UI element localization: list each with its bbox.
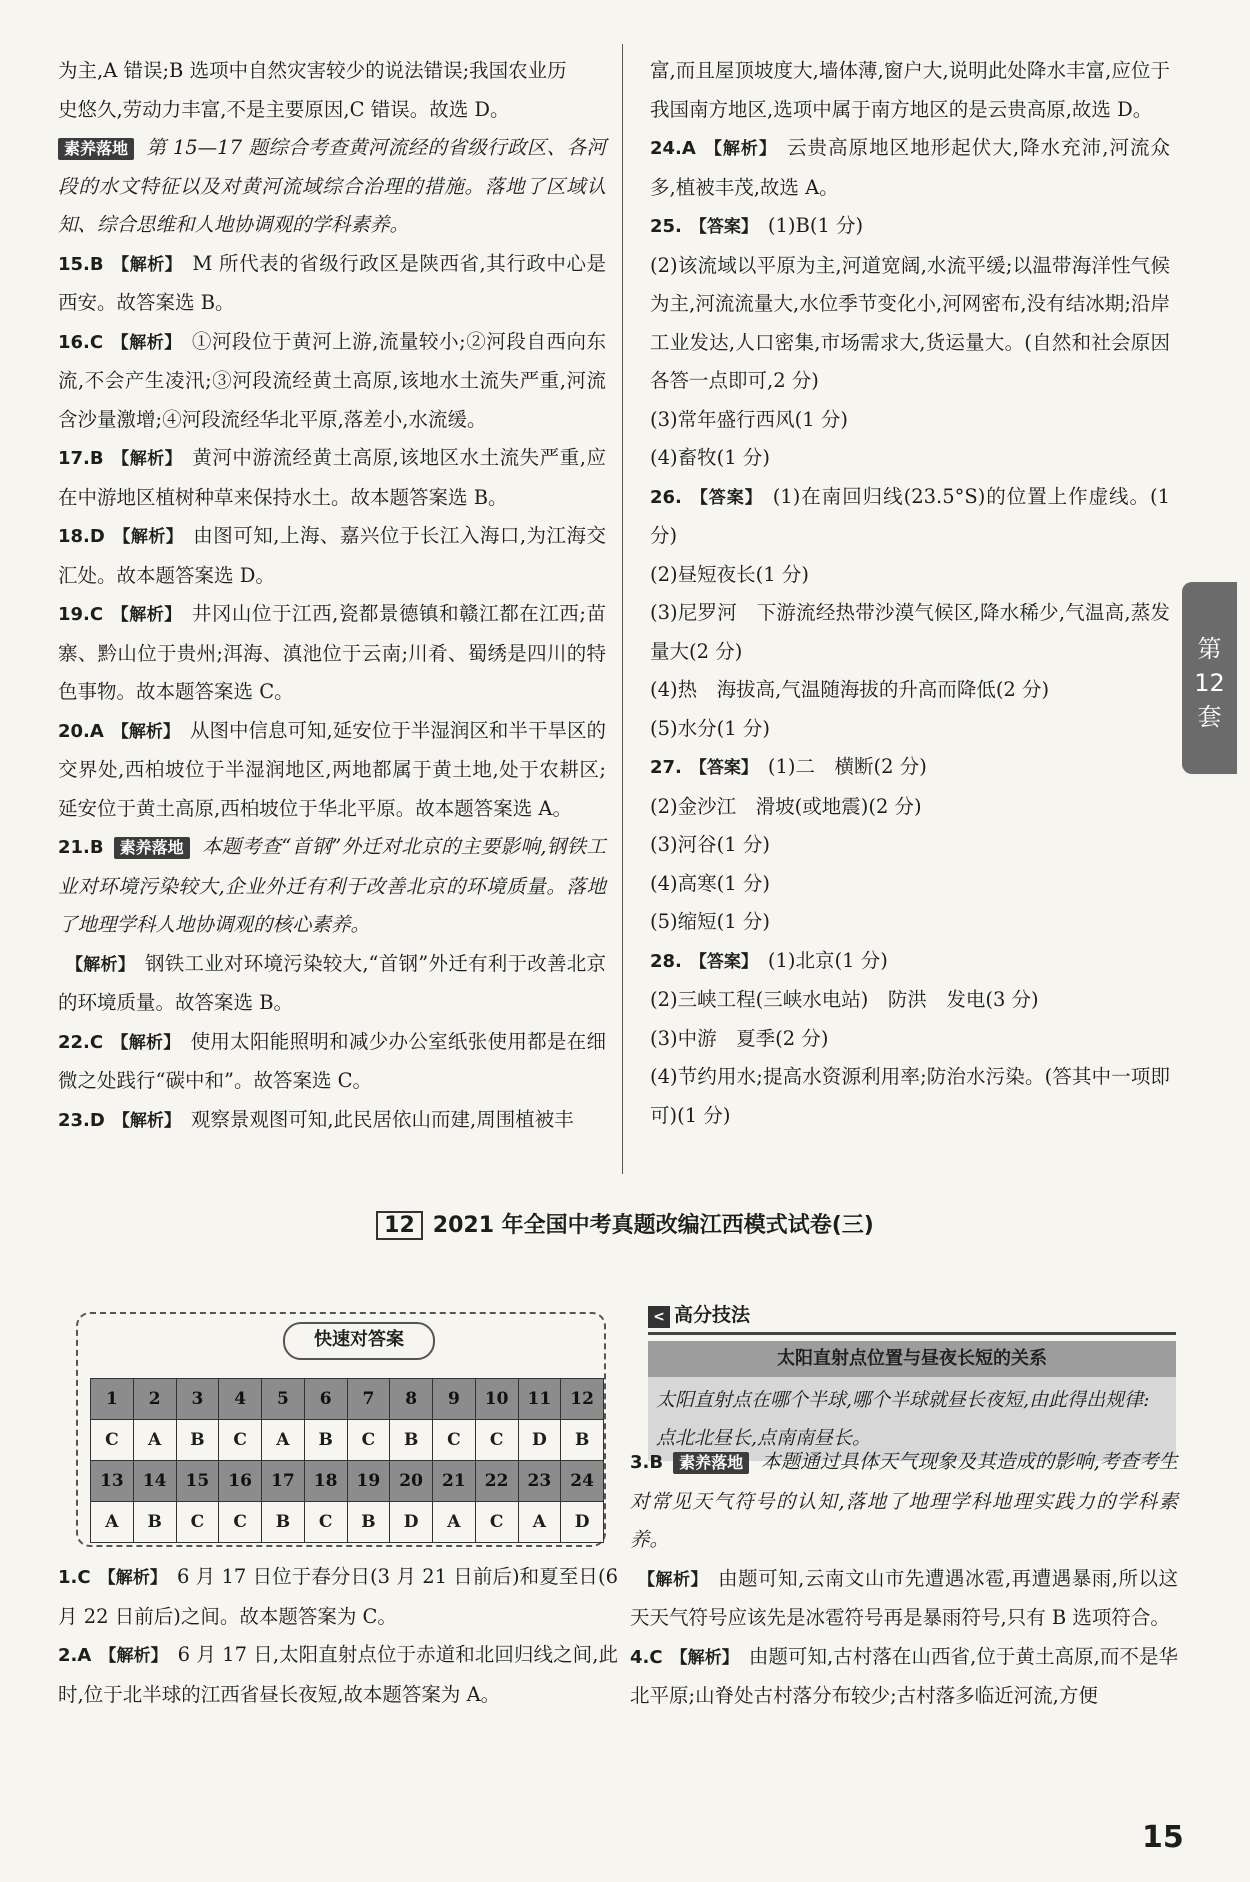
question-number: 23.: [58, 1109, 90, 1131]
answer-paragraph: [58, 1101, 606, 1141]
answer-paragraph: [58, 1023, 606, 1101]
answer-letter: A: [89, 720, 104, 742]
answer-table-row: [91, 1420, 604, 1461]
question-number-cell: 24: [561, 1461, 604, 1502]
skill-heading-text: 高分技法: [674, 1304, 751, 1326]
answer-paragraph: [650, 981, 1170, 1020]
answer-cell: C: [176, 1502, 219, 1543]
answer-letter: B: [89, 837, 104, 858]
answer-cell: D: [390, 1502, 433, 1543]
question-number-cell: 13: [91, 1461, 134, 1502]
question-number-cell: 20: [390, 1461, 433, 1502]
literacy-tag: 素养落地: [58, 138, 134, 160]
answer-paragraph: [650, 903, 1170, 942]
answer-paragraph: [58, 517, 606, 595]
paragraph-text: (4)畜牧(1 分): [650, 446, 770, 469]
analysis-tag: 【解析】: [111, 449, 183, 469]
answer-paragraph: [58, 245, 606, 323]
analysis-tag: 【解析】: [111, 1032, 181, 1053]
answer-cell: B: [176, 1420, 219, 1461]
question-number: 2.: [58, 1645, 78, 1666]
answer-cell: C: [433, 1420, 476, 1461]
question-number: 22.: [58, 1031, 90, 1053]
paragraph-text: (2)三峡工程(三峡水电站) 防洪 发电(3 分): [650, 988, 1039, 1011]
question-number-cell: 22: [475, 1461, 518, 1502]
answer-paragraph: [650, 865, 1170, 904]
answer-paragraph: [58, 52, 606, 91]
answer-cell: A: [91, 1502, 134, 1543]
paragraph-text: 从图中信息可知,延安位于半湿润区和半干旱区的交界处,西柏坡位于半湿润地区,两地都属于黄土地,处于农耕区;延安位于黄土高原,西柏坡位于华北平原。故本题答案选 A。: [58, 718, 606, 820]
answer-cell: B: [561, 1420, 604, 1461]
analysis-tag: 【解析】: [66, 954, 136, 975]
paragraph-text: ①河段位于黄河上游,流量较小;②河段自西向东流,不会产生凌汛;③河段流经黄土高原,该地水土流失严重,河流含沙量激增;④河段流经华北平原,落差小,水流缓。: [58, 329, 606, 431]
paragraph-text: 黄河中游流经黄土高原,该地区水土流失严重,应在中游地区植树种草来保持水土。故本题答案选 B。: [58, 446, 606, 509]
paragraph-text: (5)水分(1 分): [650, 716, 770, 740]
answer-cell: B: [347, 1502, 390, 1543]
paragraph-text: (3)河谷(1 分): [650, 833, 770, 856]
question-number: 19.: [58, 604, 90, 625]
paragraph-text: 富,而且屋顶坡度大,墙体薄,窗户大,说明此处降水丰富,应位于我国南方地区,选项中属于南方地区的是云贵高原,故选 D。: [650, 59, 1170, 121]
paragraph-text: 6 月 17 日位于春分日(3 月 21 日前后)和夏至日(6 月 22 日前后)之间。故本题答案为 C。: [58, 1565, 618, 1628]
question-number: 3.: [630, 1452, 650, 1473]
lower-left-column: [58, 1558, 618, 1714]
paragraph-text: 本题考查“首钢”外迁对北京的主要影响,钢铁工业对环境污染较大,企业外迁有利于改善北京的环境质量。落地了地理学科人地协调观的核心素养。: [58, 835, 606, 936]
paragraph-text: (1)二 横断(2 分): [767, 755, 927, 778]
answer-cell: C: [347, 1420, 390, 1461]
paragraph-text: (4)热 海拔高,气温随海拔的升高而降低(2 分): [650, 678, 1050, 701]
analysis-tag: 【解析】: [703, 139, 777, 159]
paragraph-text: 使用太阳能照明和减少办公室纸张使用都是在细微之处践行“碳中和”。故答案选 C。: [58, 1029, 606, 1092]
paragraph-text: (3)常年盛行西风(1 分): [650, 407, 848, 431]
answer-letter: B: [649, 1452, 664, 1473]
analysis-tag: 【解析】: [111, 332, 182, 353]
paragraph-text: (2)该流域以平原为主,河道宽阔,水流平缓;以温带海洋性气候为主,河流流量大,水位季节变化小,河网密布,没有结冰期;沿岸工业发达,人口密集,市场需求大,货运量大。(自然和社会原因各答一点即可,2 分): [650, 253, 1170, 392]
question-number: 28.: [650, 950, 682, 972]
analysis-tag: 【解析】: [638, 1569, 709, 1590]
answer-letter: C: [89, 604, 104, 625]
answer-paragraph: [650, 1020, 1170, 1059]
question-number-cell: 9: [433, 1379, 476, 1420]
question-number-cell: 10: [475, 1379, 518, 1420]
paragraph-text: 6 月 17 日,太阳直射点位于赤道和北回归线之间,此时,位于北半球的江西省昼长夜短,故本题答案为 A。: [58, 1643, 619, 1706]
page-number: 15: [1142, 1820, 1184, 1855]
question-number-cell: 15: [176, 1461, 219, 1502]
answer-paragraph: [58, 828, 606, 945]
question-number-cell: 6: [304, 1379, 347, 1420]
question-number-cell: 18: [304, 1461, 347, 1502]
answer-letter: A: [77, 1645, 92, 1666]
analysis-tag: 【答案】: [689, 217, 758, 237]
paragraph-text: 云贵高原地区地形起伏大,降水充沛,河流众多,植被丰茂,故选 A。: [650, 136, 1171, 199]
literacy-tag: 素养落地: [114, 837, 190, 859]
answer-cell: C: [304, 1502, 347, 1543]
question-number: 18.: [58, 526, 90, 547]
answer-paragraph: [58, 323, 606, 440]
quick-answer-title: 快速对答案: [283, 1322, 435, 1360]
analysis-tag: 【答案】: [689, 951, 758, 972]
answer-paragraph: [58, 945, 606, 1023]
question-number: 15.: [58, 253, 90, 275]
question-number-cell: 5: [262, 1379, 305, 1420]
lower-right-column: [630, 1443, 1178, 1716]
answer-paragraph: [650, 710, 1170, 749]
paragraph-text: M 所代表的省级行政区是陕西省,其行政中心是西安。故答案选 B。: [58, 251, 606, 314]
paragraph-text: (1)B(1 分): [767, 214, 864, 237]
question-number-cell: 7: [347, 1379, 390, 1420]
answer-cell: C: [219, 1420, 262, 1461]
analysis-tag: 【解析】: [99, 1646, 168, 1666]
paragraph-text: 本题通过具体天气现象及其造成的影响,考查考生对常见天气符号的认知,落地了地理学科地理实践力的学科素养。: [630, 1450, 1178, 1551]
answer-cell: B: [390, 1420, 433, 1461]
paragraph-text: (3)尼罗河 下游流经热带沙漠气候区,降水稀少,气温高,蒸发量大(2 分): [650, 601, 1170, 663]
answer-paragraph: [650, 826, 1170, 865]
answer-paragraph: [650, 478, 1170, 556]
answer-cell: B: [262, 1502, 305, 1543]
analysis-tag: 【解析】: [111, 254, 183, 275]
question-number: 25.: [650, 216, 682, 237]
answer-paragraph: [650, 439, 1170, 478]
banner-badge: 12: [376, 1211, 423, 1240]
paragraph-text: (5)缩短(1 分): [650, 910, 770, 933]
answer-paragraph: [650, 671, 1170, 710]
question-number-cell: 2: [133, 1379, 176, 1420]
paragraph-text: 井冈山位于江西,瓷都景德镇和赣江都在江西;苗寨、黔山位于贵州;洱海、滇池位于云南;川肴、蜀绣是四川的特色事物。故本题答案选 C。: [58, 602, 606, 703]
question-number-cell: 8: [390, 1379, 433, 1420]
answer-paragraph: [630, 1443, 1178, 1560]
answer-cell: A: [518, 1502, 561, 1543]
answer-paragraph: [650, 556, 1170, 595]
answer-paragraph: [650, 942, 1170, 982]
question-number-cell: 3: [176, 1379, 219, 1420]
question-number-cell: 17: [262, 1461, 305, 1502]
paragraph-text: 由题可知,云南文山市先遭遇冰雹,再遭遇暴雨,所以这天天气符号应该先是冰雹符号再是暴雨符号,只有 B 选项符合。: [630, 1566, 1178, 1629]
question-number-cell: 21: [433, 1461, 476, 1502]
question-number: 4.: [630, 1646, 650, 1668]
question-number-cell: 4: [219, 1379, 262, 1420]
answer-paragraph: [650, 594, 1170, 671]
answer-cell: A: [433, 1502, 476, 1543]
analysis-tag: 【解析】: [111, 605, 182, 625]
set-tab-line2: 12: [1194, 669, 1225, 697]
paragraph-text: 钢铁工业对环境污染较大,“首钢”外迁有利于改善北京的环境质量。故答案选 B。: [58, 951, 607, 1014]
paragraph-text: 为主,A 错误;B 选项中自然灾害较少的说法错误;我国农业历: [58, 59, 567, 82]
answer-cell: C: [475, 1420, 518, 1461]
paragraph-text: (1)在南回归线(23.5°S)的位置上作虚线。(1 分): [650, 484, 1170, 547]
question-number: 16.: [58, 331, 90, 353]
banner-title: 2021 年全国中考真题改编江西模式试卷(三): [432, 1213, 874, 1238]
answer-letter: D: [89, 526, 105, 547]
answer-letter: C: [77, 1567, 91, 1588]
paragraph-text: 第 15—17 题综合考查黄河流经的省级行政区、各河段的水文特征以及对黄河流域综合治理的措施。落地了区域认知、综合思维和人地协调观的学科素养。: [58, 136, 606, 236]
literacy-tag: 素养落地: [673, 1452, 749, 1474]
answer-paragraph: [58, 91, 606, 130]
paragraph-text: (4)节约用水;提高水资源利用率;防治水污染。(答其中一项即可)(1 分): [650, 1065, 1170, 1127]
question-number-cell: 11: [518, 1379, 561, 1420]
question-number: 17.: [58, 448, 90, 469]
answer-cell: C: [219, 1502, 262, 1543]
answer-paragraph: [650, 788, 1170, 827]
answer-cell: A: [133, 1420, 176, 1461]
answer-cell: D: [561, 1502, 604, 1543]
analysis-tag: 【解析】: [670, 1647, 739, 1668]
left-column: [58, 52, 606, 1140]
analysis-tag: 【答案】: [689, 758, 758, 778]
set-tab: [1182, 582, 1237, 774]
answer-cell: B: [133, 1502, 176, 1543]
answer-table-row: [91, 1461, 604, 1502]
section-banner: [0, 1208, 1250, 1240]
question-number-cell: 14: [133, 1461, 176, 1502]
skill-section: [648, 1300, 1176, 1461]
answer-letter: C: [89, 1031, 104, 1053]
paragraph-text: (3)中游 夏季(2 分): [650, 1026, 829, 1050]
question-number: 27.: [650, 757, 682, 778]
answer-letter: D: [89, 1109, 105, 1131]
paragraph-text: (2)金沙江 滑坡(或地震)(2 分): [650, 794, 922, 818]
paragraph-text: 由题可知,古村落在山西省,位于黄土高原,而不是华北平原;山脊处古村落分布较少;古村落多临近河流,方便: [630, 1644, 1178, 1707]
answer-paragraph: [58, 712, 606, 829]
analysis-tag: 【解析】: [98, 1568, 167, 1588]
question-number-cell: 23: [518, 1461, 561, 1502]
answer-paragraph: [58, 439, 606, 517]
paragraph-text: (2)昼短夜长(1 分): [650, 562, 809, 586]
answer-cell: A: [262, 1420, 305, 1461]
answer-paragraph: [58, 129, 606, 245]
quick-answer-box: [76, 1312, 606, 1547]
answer-paragraph: [58, 1558, 618, 1636]
answer-paragraph: [650, 129, 1170, 207]
answer-paragraph: [58, 595, 606, 712]
answer-cell: C: [91, 1420, 134, 1461]
set-tab-line1: 第: [1197, 635, 1222, 663]
answer-paragraph: [650, 1058, 1170, 1135]
paragraph-text: 史悠久,劳动力丰富,不是主要原因,C 错误。故选 D。: [58, 97, 510, 121]
answer-cell: B: [304, 1420, 347, 1461]
paragraph-text: 由图可知,上海、嘉兴位于长江入海口,为江海交汇处。故本题答案选 D。: [58, 524, 606, 587]
answer-letter: A: [681, 138, 696, 159]
set-tab-line3: 套: [1197, 703, 1222, 731]
answer-table-row: [91, 1502, 604, 1543]
answer-paragraph: [650, 748, 1170, 788]
analysis-tag: 【解析】: [112, 527, 184, 547]
answer-paragraph: [650, 52, 1170, 129]
question-number: 26.: [650, 486, 682, 508]
answer-letter: B: [89, 253, 104, 275]
paragraph-text: (4)高寒(1 分): [650, 871, 770, 895]
answer-paragraph: [650, 207, 1170, 247]
answer-table-row: [91, 1379, 604, 1420]
question-number: 1.: [58, 1567, 78, 1588]
question-number-cell: 12: [561, 1379, 604, 1420]
share-icon: <: [648, 1306, 670, 1328]
answer-paragraph: [58, 1636, 618, 1714]
answer-cell: C: [475, 1502, 518, 1543]
question-number-cell: 16: [219, 1461, 262, 1502]
answer-letter: B: [89, 448, 104, 469]
question-number-cell: 1: [91, 1379, 134, 1420]
answer-paragraph: [630, 1638, 1178, 1716]
analysis-tag: 【答案】: [689, 487, 763, 508]
skill-box-title: 太阳直射点位置与昼夜长短的关系: [648, 1341, 1176, 1377]
answer-paragraph: [650, 247, 1170, 401]
column-divider: [622, 44, 623, 1174]
skill-box-text: 太阳直射点在哪个半球,哪个半球就昼长夜短,由此得出规律:点北北昼长,点南南昼长。: [656, 1389, 1150, 1449]
question-number: 20.: [58, 720, 90, 742]
right-column: [650, 52, 1170, 1135]
paragraph-text: (1)北京(1 分): [767, 948, 888, 972]
answer-letter: C: [89, 331, 104, 353]
analysis-tag: 【解析】: [112, 1110, 181, 1131]
answer-paragraph: [630, 1560, 1178, 1638]
analysis-tag: 【解析】: [111, 721, 180, 742]
skill-heading: [648, 1300, 1176, 1335]
question-number-cell: 19: [347, 1461, 390, 1502]
answer-paragraph: [650, 401, 1170, 440]
answer-letter: C: [649, 1646, 663, 1668]
question-number: 21.: [58, 837, 90, 858]
answer-cell: D: [518, 1420, 561, 1461]
question-number: 24.: [650, 138, 682, 159]
answer-table: [90, 1378, 604, 1543]
paragraph-text: 观察景观图可知,此民居依山而建,周围植被丰: [190, 1107, 574, 1131]
